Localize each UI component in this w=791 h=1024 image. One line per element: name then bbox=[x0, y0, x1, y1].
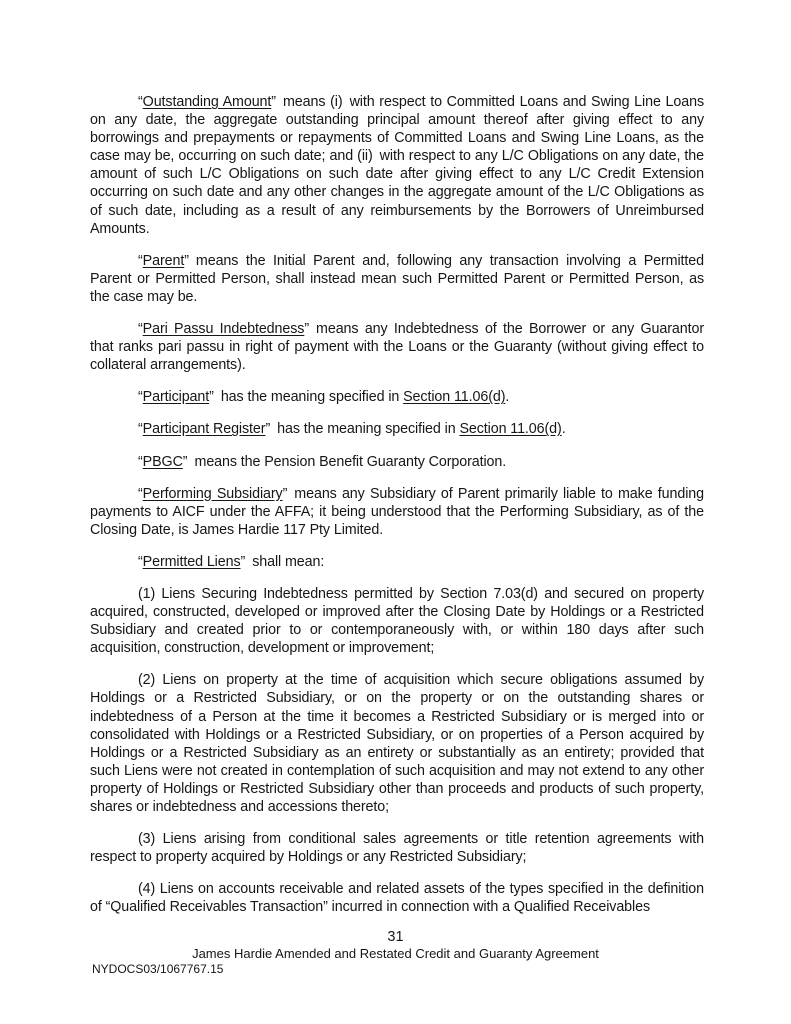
text-run: (4) Liens on accounts receivable and related assets of the types specified in the definition of “Qualified Receivables Transaction” incurred in connection with a Qualified Receivables bbox=[90, 881, 704, 916]
definition-participant-register bbox=[90, 420, 704, 438]
text-run: (1) Liens Securing Indebtedness permitted by Section 7.03(d) and secured on property acquired, constructed, developed or improved after the Closing Date by Holdings or a Restricted Subsidiary and created prior to or contemporaneously with, or within 180 days after such acquisition, construction, development or improvement; bbox=[90, 585, 704, 657]
underlined-term: Outstanding Amount bbox=[142, 94, 272, 110]
text-run: ” shall mean: bbox=[240, 553, 325, 570]
underlined-term: Participant Register bbox=[142, 421, 266, 438]
text-run: . bbox=[561, 421, 566, 438]
definition-participant bbox=[90, 388, 704, 406]
footer-document-id: NYDOCS03/1067767.15 bbox=[92, 962, 224, 976]
text-run: “ bbox=[138, 553, 143, 570]
document-body bbox=[90, 93, 704, 930]
page-number: 31 bbox=[387, 929, 404, 945]
text-run: ” means any Subsidiary of Parent primarily liable to make funding payments to AICF under the AFFA; it being understood that the Performing Subsidiary, as of the Closing Date, is James Hardie 117 Pty Limited. bbox=[90, 485, 705, 538]
footer-agreement-title: James Hardie Amended and Restated Credit and Guaranty Agreement bbox=[192, 946, 599, 961]
permitted-liens-clause-4 bbox=[90, 880, 704, 916]
text-run: ” has the meaning specified in bbox=[209, 389, 404, 406]
underlined-term: PBGC bbox=[142, 453, 183, 470]
underlined-term: Participant bbox=[142, 389, 210, 406]
text-run: “ bbox=[138, 453, 143, 470]
definition-pbgc bbox=[90, 453, 704, 471]
text-run: (3) Liens arising from conditional sales agreements or title retention agreements with respect to property acquired by Holdings or any Restricted Subsidiary; bbox=[90, 831, 704, 866]
text-run: . bbox=[505, 389, 510, 406]
definition-permitted-liens bbox=[90, 553, 704, 571]
text-run: “ bbox=[138, 421, 143, 438]
underlined-term: Section 11.06(d) bbox=[459, 421, 562, 438]
text-run: “ bbox=[138, 389, 143, 406]
underlined-term: Section 11.06(d) bbox=[403, 389, 506, 406]
text-run: “ bbox=[138, 485, 143, 502]
underlined-term: Permitted Liens bbox=[142, 553, 241, 570]
definition-performing-subsidiary bbox=[90, 485, 704, 539]
text-run: ” means (i) with respect to Committed Loans and Swing Line Loans on any date, the aggregate outstanding principal amount thereof after giving effect to any borrowings and prepayments or repayments of Committed Loans and Swing Line Loans, as the case may be, occurring on such date; and (ii) with respect to any L/C Obligations on any date, the amount of such L/C Obligations on such date after giving effect to any L/C Credit Extension occurring on such date and any other changes in the aggregate amount of the L/C Obligations as of such date, including as a result of any reimbursements by the Borrowers of Unreimbursed Amounts. bbox=[90, 94, 704, 237]
text-run: (2) Liens on property at the time of acquisition which secure obligations assumed by Holdings or a Restricted Subsidiary, or on the property or on the outstanding shares or indebtedness of a Person at the time it becomes a Restricted Subsidiary or is merged into or consolidated with Holdings or a Restricted Subsidiary, or on properties of a Person acquired by Holdings or a Restricted Subsidiary as an entirety or substantially as an entirety; provided that such Liens were not created in contemplation of such acquisition and may not extend to any other property of Holdings or Restricted Subsidiary other than proceeds and products of such property, shares or indebtedness and accessions thereto; bbox=[90, 672, 704, 815]
text-run: ” means any Indebtedness of the Borrower or any Guarantor that ranks pari passu in right of payment with the Loans or the Guaranty (without giving effect to collateral arrangements). bbox=[90, 321, 705, 374]
text-run: ” means the Initial Parent and, following any transaction involving a Permitted Parent or Permitted Person, shall instead mean such Permitted Parent or Permitted Person, as the case may be. bbox=[90, 252, 704, 305]
underlined-term: Parent bbox=[142, 252, 185, 269]
definition-parent bbox=[90, 252, 704, 306]
text-run: “ bbox=[138, 94, 143, 110]
text-run: “ bbox=[138, 252, 143, 269]
permitted-liens-clause-2 bbox=[90, 671, 704, 816]
underlined-term: Performing Subsidiary bbox=[142, 485, 283, 502]
definition-pari-passu-indebtedness bbox=[90, 320, 704, 374]
text-run: ” means the Pension Benefit Guaranty Corporation. bbox=[182, 453, 507, 470]
text-run: “ bbox=[138, 321, 143, 338]
definition-outstanding-amount bbox=[90, 93, 704, 238]
permitted-liens-clause-1 bbox=[90, 585, 704, 657]
text-run: ” has the meaning specified in bbox=[265, 421, 460, 438]
underlined-term: Pari Passu Indebtedness bbox=[142, 321, 305, 338]
permitted-liens-clause-3 bbox=[90, 830, 704, 866]
